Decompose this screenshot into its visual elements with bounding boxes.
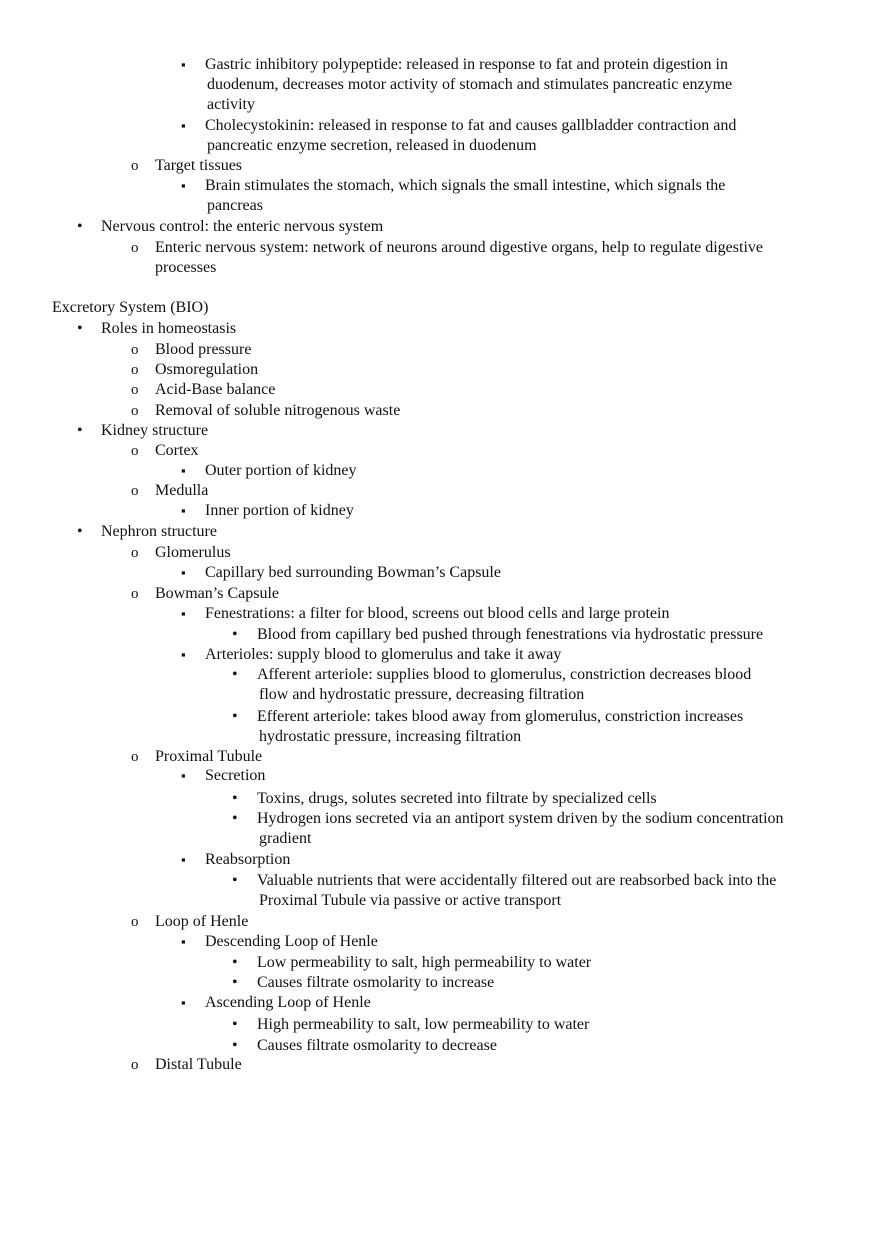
circle-bullet-icon: o xyxy=(131,1057,139,1073)
section-heading-line xyxy=(0,298,880,318)
square-bullet-icon: ▪ xyxy=(181,768,186,783)
sub-sub-bullet-line xyxy=(0,563,880,583)
continuation-line xyxy=(0,258,880,278)
line-text: processes xyxy=(155,259,217,276)
line-text: Cortex xyxy=(155,442,199,459)
line-text: activity xyxy=(207,96,255,113)
circle-bullet-icon: o xyxy=(131,545,139,561)
line-text: Osmoregulation xyxy=(155,361,259,378)
sub-bullet-line xyxy=(0,441,880,461)
sub-bullet-line xyxy=(0,1055,880,1075)
line-text: Cholecystokinin: released in response to fat and causes gallbladder contraction and xyxy=(205,117,737,134)
continuation-line xyxy=(0,727,880,747)
bullet-icon: • xyxy=(232,1016,238,1033)
line-text: duodenum, decreases motor activity of stomach and stimulates pancreatic enzyme xyxy=(207,76,733,93)
circle-bullet-icon: o xyxy=(131,483,139,499)
circle-bullet-icon: o xyxy=(131,382,139,398)
line-text: Proximal Tubule via passive or active transport xyxy=(259,892,562,909)
square-bullet-icon: ▪ xyxy=(181,503,186,518)
square-bullet-icon: ▪ xyxy=(181,463,186,478)
square-bullet-icon: ▪ xyxy=(181,118,186,133)
line-text: Fenestrations: a filter for blood, screens out blood cells and large protein xyxy=(205,605,670,622)
line-text: Roles in homeostasis xyxy=(101,320,237,337)
square-bullet-icon: ▪ xyxy=(181,995,186,1010)
bullet-icon: • xyxy=(232,974,238,991)
bullet-icon: • xyxy=(77,320,83,337)
circle-bullet-icon: o xyxy=(131,240,139,256)
bullet-line xyxy=(0,217,880,237)
line-text: Gastric inhibitory polypeptide: released in response to fat and protein digestion in xyxy=(205,56,728,73)
bullet-line xyxy=(0,522,880,542)
line-text: Distal Tubule xyxy=(155,1056,242,1073)
bullet-icon: • xyxy=(232,872,238,889)
line-text: Secretion xyxy=(205,767,266,784)
square-bullet-icon: ▪ xyxy=(181,57,186,72)
line-text: Capillary bed surrounding Bowman’s Capsule xyxy=(205,564,501,581)
continuation-line xyxy=(0,75,880,95)
line-text: Medulla xyxy=(155,482,209,499)
square-bullet-icon: ▪ xyxy=(181,565,186,580)
circle-bullet-icon: o xyxy=(131,342,139,358)
sub-bullet-line xyxy=(0,401,880,421)
sub-bullet-line xyxy=(0,912,880,932)
line-text: Kidney structure xyxy=(101,422,209,439)
continuation-line xyxy=(0,136,880,156)
level4-bullet-line xyxy=(0,871,880,891)
line-text: Ascending Loop of Henle xyxy=(205,994,371,1011)
square-bullet-icon: ▪ xyxy=(181,178,186,193)
line-text: Arterioles: supply blood to glomerulus and take it away xyxy=(205,646,562,663)
level4-bullet-line xyxy=(0,1015,880,1035)
circle-bullet-icon: o xyxy=(131,914,139,930)
sub-bullet-line xyxy=(0,360,880,380)
continuation-line xyxy=(0,829,880,849)
sub-sub-bullet-line xyxy=(0,604,880,624)
sub-sub-bullet-line xyxy=(0,932,880,952)
bullet-icon: • xyxy=(232,666,238,683)
circle-bullet-icon: o xyxy=(131,586,139,602)
sub-bullet-line xyxy=(0,380,880,400)
line-text: Nephron structure xyxy=(101,523,217,540)
sub-bullet-line xyxy=(0,340,880,360)
bullet-line xyxy=(0,319,880,339)
continuation-line xyxy=(0,891,880,911)
sub-sub-bullet-line xyxy=(0,55,880,75)
line-text: pancreatic enzyme secretion, released in duodenum xyxy=(207,137,537,154)
circle-bullet-icon: o xyxy=(131,362,139,378)
line-text: flow and hydrostatic pressure, decreasing filtration xyxy=(259,686,585,703)
line-text: Descending Loop of Henle xyxy=(205,933,378,950)
sub-bullet-line xyxy=(0,481,880,501)
line-text: Nervous control: the enteric nervous system xyxy=(101,218,384,235)
section-heading: Excretory System (BIO) xyxy=(52,299,209,316)
sub-sub-bullet-line xyxy=(0,116,880,136)
bullet-icon: • xyxy=(232,790,238,807)
circle-bullet-icon: o xyxy=(131,403,139,419)
bullet-icon: • xyxy=(232,626,238,643)
line-text: Proximal Tubule xyxy=(155,748,263,765)
level4-bullet-line xyxy=(0,973,880,993)
line-text: Afferent arteriole: supplies blood to glomerulus, constriction decreases blood xyxy=(257,666,752,683)
bullet-icon: • xyxy=(232,810,238,827)
sub-bullet-line xyxy=(0,156,880,176)
line-text: pancreas xyxy=(207,197,263,214)
bullet-icon: • xyxy=(232,708,238,725)
continuation-line xyxy=(0,95,880,115)
level4-bullet-line xyxy=(0,953,880,973)
line-text: Target tissues xyxy=(155,157,243,174)
line-text: Efferent arteriole: takes blood away from glomerulus, constriction increases xyxy=(257,708,744,725)
sub-sub-bullet-line xyxy=(0,501,880,521)
line-text: Enteric nervous system: network of neurons around digestive organs, help to regulate digestive xyxy=(155,239,763,256)
sub-bullet-line xyxy=(0,543,880,563)
bullet-icon: • xyxy=(77,422,83,439)
line-text: Brain stimulates the stomach, which signals the small intestine, which signals the xyxy=(205,177,726,194)
line-text: Removal of soluble nitrogenous waste xyxy=(155,402,401,419)
bullet-icon: • xyxy=(232,954,238,971)
line-text: Blood from capillary bed pushed through fenestrations via hydrostatic pressure xyxy=(257,626,764,643)
line-text: Valuable nutrients that were accidentally filtered out are reabsorbed back into the xyxy=(257,872,777,889)
bullet-icon: • xyxy=(77,523,83,540)
line-text: Hydrogen ions secreted via an antiport system driven by the sodium concentration xyxy=(257,810,784,827)
line-text: Blood pressure xyxy=(155,341,252,358)
line-text: Reabsorption xyxy=(205,851,291,868)
square-bullet-icon: ▪ xyxy=(181,934,186,949)
sub-sub-bullet-line xyxy=(0,993,880,1013)
bullet-icon: • xyxy=(232,1037,238,1054)
line-text: hydrostatic pressure, increasing filtration xyxy=(259,728,522,745)
sub-sub-bullet-line xyxy=(0,645,880,665)
sub-sub-bullet-line xyxy=(0,461,880,481)
line-text: Bowman’s Capsule xyxy=(155,585,279,602)
square-bullet-icon: ▪ xyxy=(181,852,186,867)
circle-bullet-icon: o xyxy=(131,443,139,459)
level4-bullet-line xyxy=(0,789,880,809)
sub-sub-bullet-line xyxy=(0,850,880,870)
line-text: Low permeability to salt, high permeability to water xyxy=(257,954,592,971)
sub-bullet-line xyxy=(0,238,880,258)
square-bullet-icon: ▪ xyxy=(181,606,186,621)
circle-bullet-icon: o xyxy=(131,158,139,174)
bullet-line xyxy=(0,421,880,441)
level4-bullet-line xyxy=(0,707,880,727)
sub-sub-bullet-line xyxy=(0,766,880,786)
level4-bullet-line xyxy=(0,809,880,829)
sub-bullet-line xyxy=(0,747,880,767)
sub-bullet-line xyxy=(0,584,880,604)
line-text: Toxins, drugs, solutes secreted into filtrate by specialized cells xyxy=(257,790,657,807)
level4-bullet-line xyxy=(0,1036,880,1056)
continuation-line xyxy=(0,685,880,705)
level4-bullet-line xyxy=(0,625,880,645)
line-text: Acid-Base balance xyxy=(155,381,276,398)
line-text: Causes filtrate osmolarity to increase xyxy=(257,974,495,991)
line-text: Glomerulus xyxy=(155,544,231,561)
continuation-line xyxy=(0,196,880,216)
square-bullet-icon: ▪ xyxy=(181,647,186,662)
line-text: Causes filtrate osmolarity to decrease xyxy=(257,1037,497,1054)
level4-bullet-line xyxy=(0,665,880,685)
line-text: High permeability to salt, low permeability to water xyxy=(257,1016,590,1033)
line-text: gradient xyxy=(259,830,312,847)
bullet-icon: • xyxy=(77,218,83,235)
line-text: Loop of Henle xyxy=(155,913,249,930)
line-text: Inner portion of kidney xyxy=(205,502,354,519)
sub-sub-bullet-line xyxy=(0,176,880,196)
line-text: Outer portion of kidney xyxy=(205,462,357,479)
circle-bullet-icon: o xyxy=(131,749,139,765)
